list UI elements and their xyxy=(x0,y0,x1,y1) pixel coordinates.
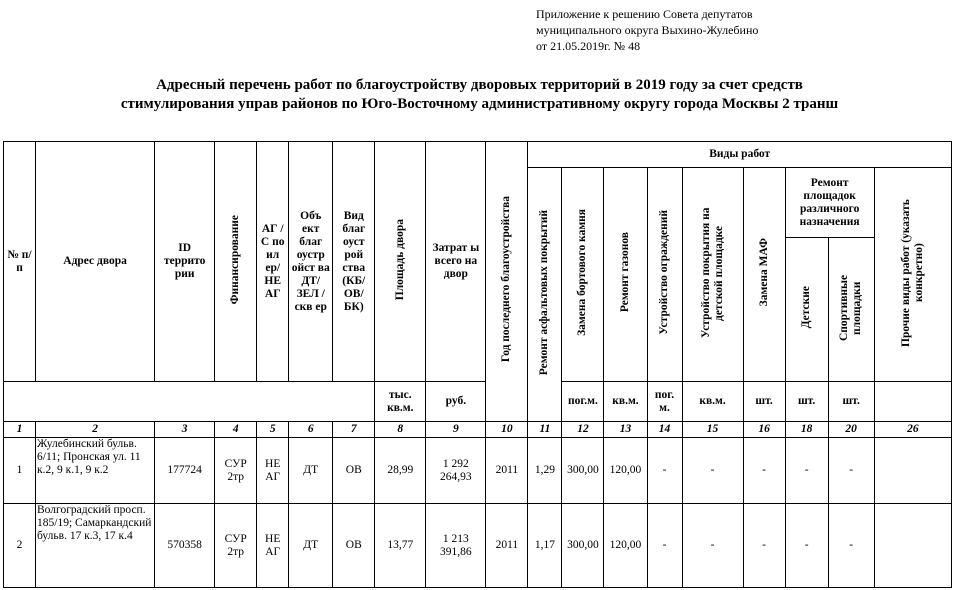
col-number: 8 xyxy=(375,422,426,438)
col-number: 16 xyxy=(743,422,785,438)
header-lawn: Ремонт газонов xyxy=(618,232,631,313)
header-object: Объ ект благ оустр ойст ва ДТ/ ЗЕЛ /скв ер xyxy=(289,142,333,382)
header-id: ID террито рии xyxy=(155,142,215,382)
cell-maf: - xyxy=(743,438,785,504)
cell-cost: 1 292 264,93 xyxy=(426,438,486,504)
header-year: Год последнего благоустройства xyxy=(500,196,513,363)
cell-no: 2 xyxy=(4,504,36,588)
header-fence: Устройство ограждений xyxy=(658,210,671,335)
header-lawn-cell xyxy=(604,168,647,382)
cell-fence: - xyxy=(647,504,682,588)
col-number: 1 xyxy=(4,422,36,438)
unit-maf: шт. xyxy=(743,382,785,422)
unit-playground-cover: кв.м. xyxy=(682,382,743,422)
col-number: 4 xyxy=(215,422,257,438)
col-number: 2 xyxy=(36,422,155,438)
cell-no: 1 xyxy=(4,438,36,504)
col-number: 5 xyxy=(257,422,289,438)
cell-object: ДТ xyxy=(289,504,333,588)
cell-id: 570358 xyxy=(155,504,215,588)
cell-children: - xyxy=(785,504,828,588)
appendix-note xyxy=(536,6,758,54)
col-number: 10 xyxy=(486,422,528,438)
table-row xyxy=(4,438,952,504)
cell-asphalt: 1,29 xyxy=(528,438,562,504)
col-number: 15 xyxy=(682,422,743,438)
unit-other xyxy=(874,382,951,422)
unit-children: шт. xyxy=(785,382,828,422)
header-financing: Финансирование xyxy=(229,214,242,305)
cell-other xyxy=(874,504,951,588)
cell-area: 28,99 xyxy=(375,438,426,504)
units-blank xyxy=(4,382,375,422)
header-fence-cell xyxy=(647,168,682,382)
cell-type: ОВ xyxy=(333,438,375,504)
appendix-line: муниципального округа Выхино-Жулебино xyxy=(536,23,759,37)
col-number: 26 xyxy=(874,422,951,438)
header-asphalt-cell xyxy=(528,168,562,422)
cell-playground-cover: - xyxy=(682,438,743,504)
header-cost: Затрат ы всего на двор xyxy=(426,142,486,382)
header-financing-cell xyxy=(215,142,257,382)
cell-object: ДТ xyxy=(289,438,333,504)
header-address: Адрес двора xyxy=(36,142,155,382)
cell-type: ОВ xyxy=(333,504,375,588)
unit-curb: пог.м. xyxy=(562,382,604,422)
col-number: 14 xyxy=(647,422,682,438)
unit-area: тыс. кв.м. xyxy=(375,382,426,422)
cell-year: 2011 xyxy=(486,504,528,588)
cell-fence: - xyxy=(647,438,682,504)
cell-sport: - xyxy=(828,438,874,504)
cell-maf: - xyxy=(743,504,785,588)
header-sport-cell xyxy=(828,238,874,382)
header-playground-cover-cell xyxy=(682,168,743,382)
col-number: 13 xyxy=(604,422,647,438)
cell-asphalt: 1,17 xyxy=(528,504,562,588)
header-sport: Спортивные площадки xyxy=(838,274,864,341)
document-title xyxy=(0,76,959,114)
col-number: 12 xyxy=(562,422,604,438)
header-works: Виды работ xyxy=(528,142,952,168)
col-number: 7 xyxy=(333,422,375,438)
appendix-line: Приложение к решению Совета депутатов xyxy=(536,7,753,21)
header-curb: Замена бортового камня xyxy=(576,209,589,336)
cell-address: Жулебинский бульв. 6/11; Пронская ул. 11 к.2, 9 к.1, 9 к.2 xyxy=(36,438,155,504)
title-line: стимулирования управ районов по Юго-Восточному административному округу города Москвы 2 транш xyxy=(120,96,839,112)
header-curb-cell xyxy=(562,168,604,382)
col-number: 18 xyxy=(785,422,828,438)
cell-cost: 1 213 391,86 xyxy=(426,504,486,588)
cell-area: 13,77 xyxy=(375,504,426,588)
cell-children: - xyxy=(785,438,828,504)
cell-sport: - xyxy=(828,504,874,588)
header-maf: Замена МАФ xyxy=(757,238,770,307)
header-children-cell xyxy=(785,238,828,382)
col-number: 6 xyxy=(289,422,333,438)
cell-ag: НЕ АГ xyxy=(257,438,289,504)
title-line: Адресный перечень работ по благоустройству дворовых территорий в 2019 году за счет средств xyxy=(156,77,803,93)
cell-id: 177724 xyxy=(155,438,215,504)
header-maf-cell xyxy=(743,168,785,382)
header-asphalt: Ремонт асфальтовых покрытий xyxy=(538,209,551,376)
cell-other xyxy=(874,438,951,504)
unit-sport: шт. xyxy=(828,382,874,422)
unit-cost: руб. xyxy=(426,382,486,422)
works-table xyxy=(3,141,952,588)
table-row xyxy=(4,504,952,588)
cell-financing: СУР 2тр xyxy=(215,504,257,588)
cell-ag: НЕ АГ xyxy=(257,504,289,588)
unit-fence: пог. м. xyxy=(647,382,682,422)
cell-lawn: 120,00 xyxy=(604,438,647,504)
header-other: Прочие виды работ (указать конкретно) xyxy=(899,198,925,347)
cell-playground-cover: - xyxy=(682,504,743,588)
col-number: 11 xyxy=(528,422,562,438)
header-type: Вид благ оуст рой ства (КБ/ ОВ/ БК) xyxy=(333,142,375,382)
header-children: Детские xyxy=(800,286,813,329)
cell-address: Волгоградский просп. 185/19; Самаркандский бульв. 17 к.3, 17 к.4 xyxy=(36,504,155,588)
header-playground-cover: Устройство покрытия на детской площадке xyxy=(699,207,725,338)
header-no: № п/п xyxy=(4,142,36,382)
header-year-cell xyxy=(486,142,528,422)
col-number: 20 xyxy=(828,422,874,438)
col-number: 9 xyxy=(426,422,486,438)
header-ag: АГ /С по ил ер/ НЕ АГ xyxy=(257,142,289,382)
unit-lawn: кв.м. xyxy=(604,382,647,422)
cell-year: 2011 xyxy=(486,438,528,504)
cell-financing: СУР 2тр xyxy=(215,438,257,504)
cell-lawn: 120,00 xyxy=(604,504,647,588)
header-repair-sites: Ремонт площадок различного назначения xyxy=(785,168,874,238)
cell-curb: 300,00 xyxy=(562,438,604,504)
appendix-line: от 21.05.2019г. № 48 xyxy=(536,39,641,53)
col-number: 3 xyxy=(155,422,215,438)
header-area-cell xyxy=(375,142,426,382)
header-other-cell xyxy=(874,168,951,382)
cell-curb: 300,00 xyxy=(562,504,604,588)
header-area: Площадь двора xyxy=(393,218,406,301)
